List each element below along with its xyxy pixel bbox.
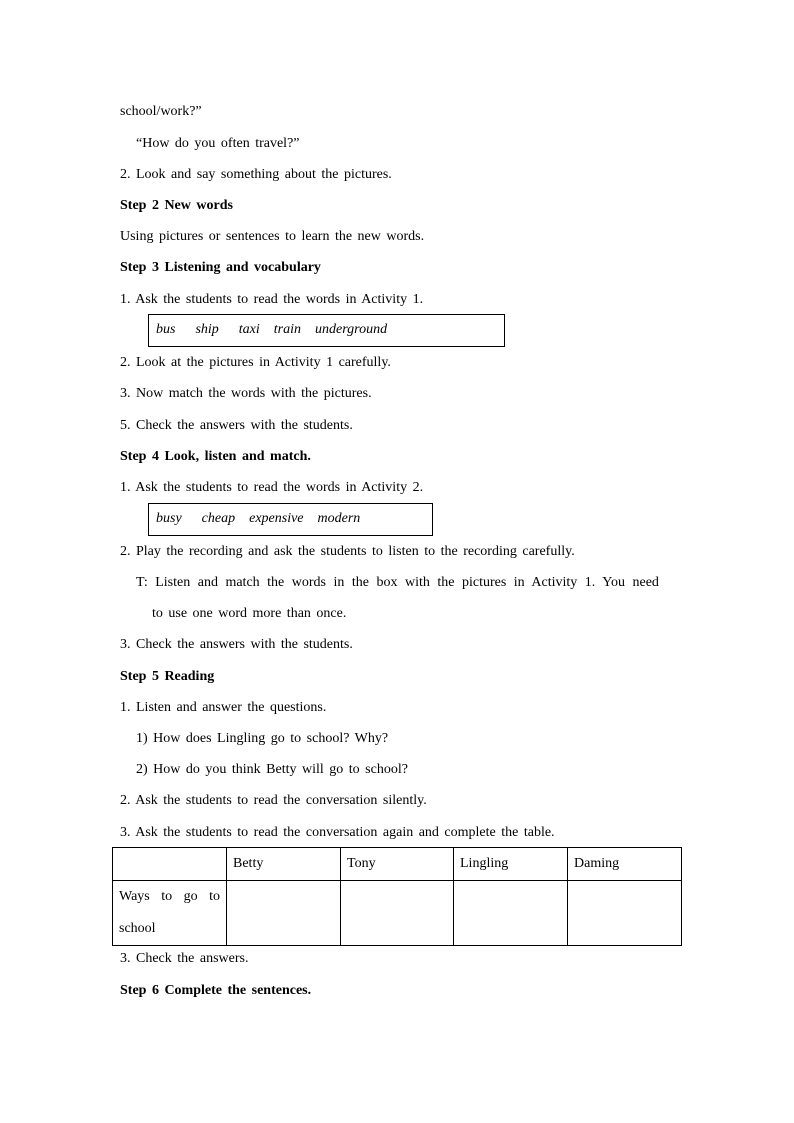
word: modern (317, 511, 361, 526)
word-box-activity-2 (148, 503, 433, 536)
table-header-cell (113, 848, 227, 881)
word: train (273, 322, 302, 337)
text-line: 2. Play the recording and ask the students to listen to the recording carefully. (120, 544, 575, 559)
text-line: school/work?” (120, 104, 202, 119)
word-box-activity-1 (148, 314, 505, 347)
text-line: 3. Now match the words with the pictures. (120, 386, 372, 401)
table-row-label (113, 881, 227, 946)
text-line: 1. Listen and answer the questions. (120, 700, 327, 715)
text-line: Using pictures or sentences to learn the new words. (120, 229, 425, 244)
text-line: 3. Check the answers with the students. (120, 637, 353, 652)
table-cell-empty[interactable] (341, 881, 454, 946)
text-line: 2. Look at the pictures in Activity 1 carefully. (120, 355, 391, 370)
text-line: 3. Ask the students to read the conversation again and complete the table. (120, 825, 555, 840)
step-2-heading: Step 2 New words (120, 198, 233, 213)
text-line: 3. Check the answers. (120, 951, 249, 966)
table-header-cell: Tony (341, 848, 454, 881)
text-line: 1. Ask the students to read the words in Activity 2. (120, 480, 424, 495)
text-line: 1. Ask the students to read the words in Activity 1. (120, 292, 424, 307)
word: taxi (238, 322, 260, 337)
word: underground (315, 322, 388, 337)
step-5-heading: Step 5 Reading (120, 669, 215, 684)
text-line: 2. Look and say something about the pictures. (120, 167, 392, 182)
table-cell-empty[interactable] (454, 881, 568, 946)
step-3-heading: Step 3 Listening and vocabulary (120, 260, 321, 275)
text-line: 1) How does Lingling go to school? Why? (136, 731, 389, 746)
word: ship (195, 322, 219, 337)
text-line: to use one word more than once. (152, 606, 347, 621)
text-line: 2. Ask the students to read the conversation silently. (120, 793, 427, 808)
word: busy (156, 511, 182, 526)
word: cheap (201, 511, 236, 526)
step-6-heading: Step 6 Complete the sentences. (120, 983, 312, 998)
answer-table (112, 847, 682, 946)
word: expensive (249, 511, 304, 526)
table-header-cell: Daming (568, 848, 682, 881)
text-line: “How do you often travel?” (136, 136, 300, 151)
table-header-cell: Lingling (454, 848, 568, 881)
table-cell-empty[interactable] (227, 881, 341, 946)
table-header-row (113, 848, 682, 881)
step-4-heading: Step 4 Look, listen and match. (120, 449, 311, 464)
table-header-cell: Betty (227, 848, 341, 881)
table-cell-empty[interactable] (568, 881, 682, 946)
row-label-text: Ways to go to school (119, 889, 220, 936)
text-line: T: Listen and match the words in the box with the pictures in Activity 1. You need (136, 575, 659, 590)
word: bus (156, 322, 176, 337)
table-row (113, 881, 682, 946)
text-line: 5. Check the answers with the students. (120, 418, 353, 433)
text-line: 2) How do you think Betty will go to school? (136, 762, 408, 777)
